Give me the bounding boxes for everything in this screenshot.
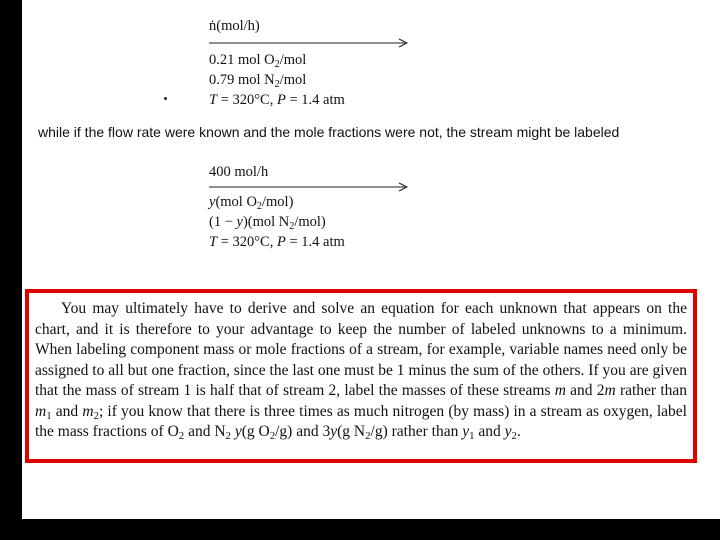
middle-text: while if the flow rate were known and the mole fractions were not, the stream might be labeled [38,124,620,140]
highlighted-paragraph: You may ultimately have to derive and solve an equation for each unknown that appears on the chart, and it is therefore to your advantage to keep the number of labeled unknowns to a minimum. When labeling component mass or mole fractions of a stream, for example, variable names need only be assigned to all but one fraction, since the last one must be 1 minus the sum of the others. If you are given that the mass of stream 1 is half that of stream 2, label the masses of these streams m and 2m rather than $m_1$ and $m_2$; if you know that there is three times as much nitrogen (by mass) in a stream as oxygen, label the mass fractions of $O_2$ and $N_2$ y(g $O_2/g$) and 3y(g $N_2/g$) rather than $y_1$ and $y_2$. [35,300,688,442]
flow-label-text: 400 mol/h [209,164,269,180]
stream-2-n2-fraction: (1 − y)(mol $N_2/mol$) [209,214,326,232]
document-page [22,0,720,519]
stream-1-conditions: T = 320°C, P = 1.4 atm [209,92,345,108]
stream-2-conditions: T = 320°C, P = 1.4 atm [209,234,345,250]
speck-dot [164,97,167,100]
stream-1-arrow [209,38,409,48]
stream-1-n2-fraction: 0.79 mol $N_2$/mol [209,72,307,90]
stream-2-o2-fraction: y(mol $O_2/mol$) [209,194,294,212]
stream-2-composition [209,194,345,250]
flow-label-text: ṅ(mol/h) [209,18,260,34]
stream-1-o2-fraction: 0.21 mol $O_2$/mol [209,52,307,70]
stream-2-flow-label [209,164,268,180]
stream-1-composition [209,52,345,108]
stream-1-flow-label [209,18,260,34]
highlighted-paragraph-box [25,289,697,463]
stream-2-arrow [209,182,409,192]
